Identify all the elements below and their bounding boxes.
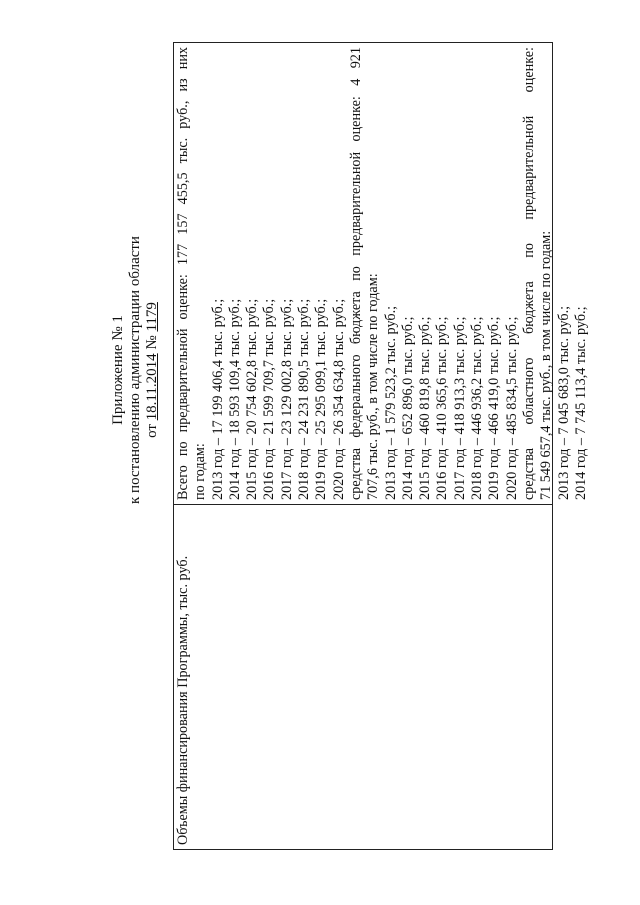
content-line: 2018 год – 446 936,2 тыс. руб.; [469, 316, 486, 500]
content-line: 2013 год – 1 579 523,2 тыс. руб.; [382, 305, 399, 500]
financing-table [173, 42, 589, 850]
content-line: 2016 год – 21 599 709,7 тыс. руб.; [261, 298, 278, 500]
resolution-line: к постановлению администрации области [127, 236, 143, 504]
content-line: 2015 год – 20 754 602,8 тыс. руб.; [244, 298, 261, 500]
content-line: 2014 год – 7 745 113,4 тыс. руб.; [572, 306, 589, 500]
content-line: 2020 год – 26 354 634,8 тыс. руб.; [330, 298, 347, 500]
content-line: 71 549 657,4 тыс. руб., в том числе по годам: [538, 230, 555, 500]
number-prefix: № [144, 335, 160, 350]
content-line: 2014 год – 18 593 109,4 тыс. руб.; [226, 298, 243, 500]
content-line: средства федерального бюджета по предварительной оценке: 4 921 [347, 47, 364, 500]
table-content-cell [174, 43, 589, 504]
content-line: 2014 год – 652 896,0 тыс. руб.; [399, 316, 416, 500]
content-line: 2016 год – 410 365,6 тыс. руб.; [434, 316, 451, 500]
appendix-title: Приложение № 1 [110, 315, 126, 425]
content-line: 2013 год – 7 045 683,0 тыс. руб.; [555, 305, 572, 500]
content-line: 2017 год – 23 129 002,8 тыс. руб.; [278, 298, 295, 500]
content-line: 2020 год – 485 834,5 тыс. руб.; [503, 316, 520, 500]
content-line: 2013 год – 17 199 406,4 тыс. руб.; [209, 298, 226, 500]
appendix-header [110, 90, 161, 650]
content-line: 2018 год – 24 231 890,5 тыс. руб.; [296, 298, 313, 500]
content-line: Всего по предварительной оценке: 177 157 455,5 тыс. руб., из них [175, 47, 191, 500]
resolution-number: 1179 [144, 302, 160, 332]
date-number-line [144, 90, 161, 650]
content-line: 2015 год – 460 819,8 тыс. руб.; [417, 316, 434, 500]
content-line: 2019 год – 466 419,0 тыс. руб.; [486, 316, 503, 500]
table-label-cell: Объемы финансирования Программы, тыс. руб. [174, 504, 552, 849]
from-prefix: от [144, 424, 160, 438]
content-line: 707,6 тыс. руб., в том числе по годам: [365, 273, 382, 500]
content-line: 2017 год – 418 913,3 тыс. руб.; [451, 316, 468, 500]
content-line: 2019 год – 25 295 099,1 тыс. руб.; [313, 298, 330, 500]
resolution-date: 18.11.2014 [144, 353, 160, 421]
content-line: средства областного бюджета по предварительной оценке: [520, 47, 537, 500]
content-line: по годам: [192, 443, 209, 500]
